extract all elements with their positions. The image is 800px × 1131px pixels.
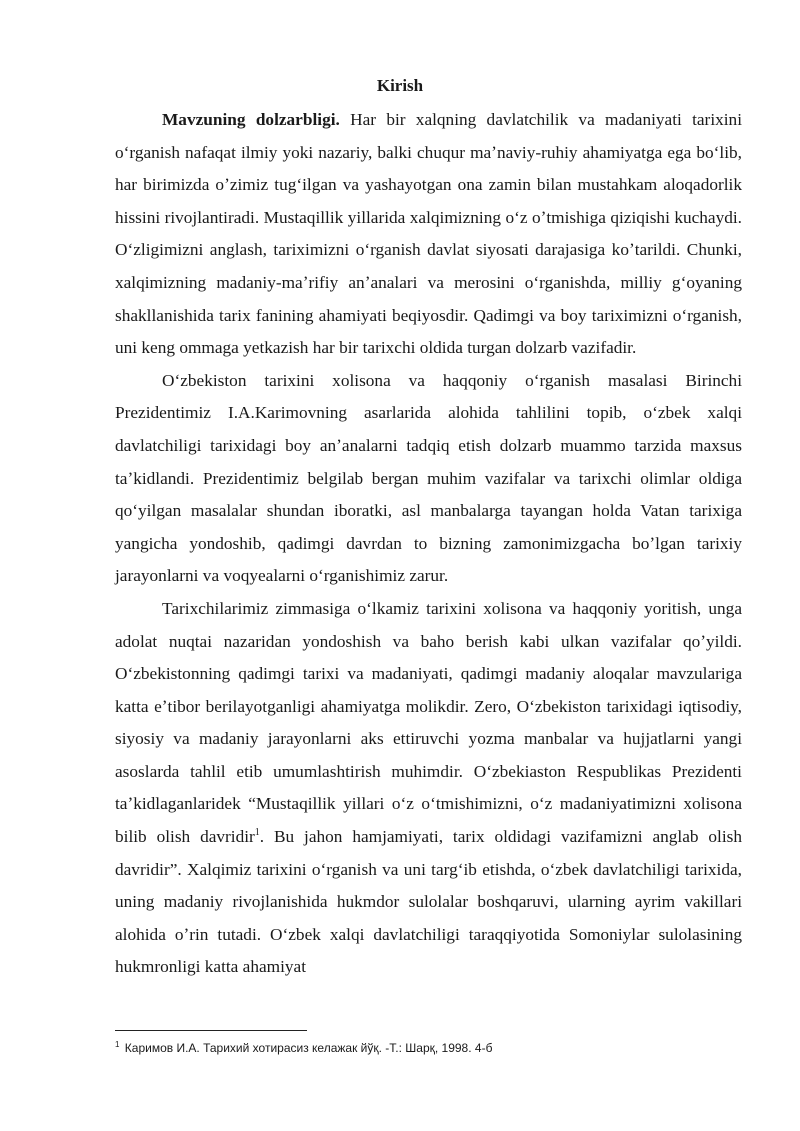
paragraph-text: Tarixchilarimiz zimmasiga oʻlkamiz tarixini xolisona va haqqoniy yoritish, unga adolat nuqtai nazaridan yondoshish va baho berish kabi ulkan vazifalar qoʼyildi. Oʻzbekistonning qadimgi tarixi va madaniyati, qadimgi madaniy aloqalar mavzulariga katta eʼtibor berilayotganligi ahamiyatga molikdir. Zero, Oʻzbekiston tarixidagi iqtisodiy, siyosiy va madaniy jarayonlarni aks ettiruvchi yozma manbalar va hujjatlarni yangi asoslarda tahlil etib umumlashtirish muhimdir. Oʻzbekiaston Respublikas Prezidenti taʼkidlaganlaridek “Mustaqillik yillari oʻz oʻtmishimizni, oʻz madaniyatimizni xolisona bilib olish davridir — [115, 598, 742, 847]
paragraph-history-study: Oʻzbekiston tarixini xolisona va haqqoniy oʻrganish masalasi Birinchi Prezidentimiz I.A.Karimovning asarlarida alohida tahlilini topib, oʻzbek xalqi davlatchiligi tarixidagi boy anʼanalarni tadqiq etish dolzarb muammo tarzida maxsus taʼkidlandi. Prezidentimiz belgilab bergan muhim vazifalar va tarixchi olimlar oldiga qoʻyilgan masalalar shundan iboratki, asl manbalarga tayangan holda Vatan tarixiga yangicha yondoshib, qadimgi davrdan to bizning zamonimizgacha boʼlgan tarixiy jarayonlarni va voqyealarni oʻrganishimiz zarur. — [115, 370, 742, 586]
paragraph-relevance — [115, 104, 742, 365]
paragraph-text: . Bu jahon hamjamiyati, tarix oldidagi vazifamizni anglab olish davridir”. Xalqimiz tarixini oʻrganish va uni targʻib etishda, oʻzbek davlatchiligi tarixida, uning madaniy rivojlanishida hukmdor sulolalar boshqaruvi, ularning ayrim vakillari alohida oʼrin tutadi. Oʻzbek xalqi davlatchiligi taraqqiyotida Somoniylar sulolasining hukmronligi katta ahamiyat — [115, 827, 743, 977]
footnote-separator — [115, 1030, 307, 1031]
footnote-reference[interactable]: 1 — [254, 827, 260, 839]
paragraph-lead: Mavzuning dolzarbligi. — [162, 110, 340, 129]
paragraph-historians — [115, 593, 742, 984]
paragraph-text: Har bir xalqning davlatchilik va madaniyati tarixini oʻrganish nafaqat ilmiy yoki nazariy, balki chuqur maʼnaviy-ruhiy ahamiyatga ega boʻlib, har birimizda oʼzimiz tugʻilgan va yashayotgan ona zamin bilan mustahkam aloqadorlik hissini rivojlantiradi. Mustaqillik yillarida xalqimizning oʻz oʼtmishiga qiziqishi kuchaydi. Oʻzligimizni anglash, tariximizni oʻrganish davlat siyosati darajasiga koʼtarildi. Chunki, xalqimizning madaniy-maʼrifiy anʼanalari va merosini oʻrganishda, milliy gʻoyaning shakllanishida tarix fanining ahamiyati beqiyosdir. Qadimgi va boy tariximizni oʻrganish, uni keng ommaga yetkazish har bir tarixchi oldida turgan dolzarb vazifadir. — [115, 110, 742, 358]
footnote-text: Каримов И.А. Тарихий хотирасиз келажак йўқ. -Т.: Шарқ, 1998. 4-б — [121, 1041, 493, 1055]
footnote — [115, 1040, 742, 1056]
footnote-marker: 1 — [115, 1040, 120, 1049]
page-title: Kirish — [376, 76, 424, 95]
document-body — [115, 104, 742, 984]
